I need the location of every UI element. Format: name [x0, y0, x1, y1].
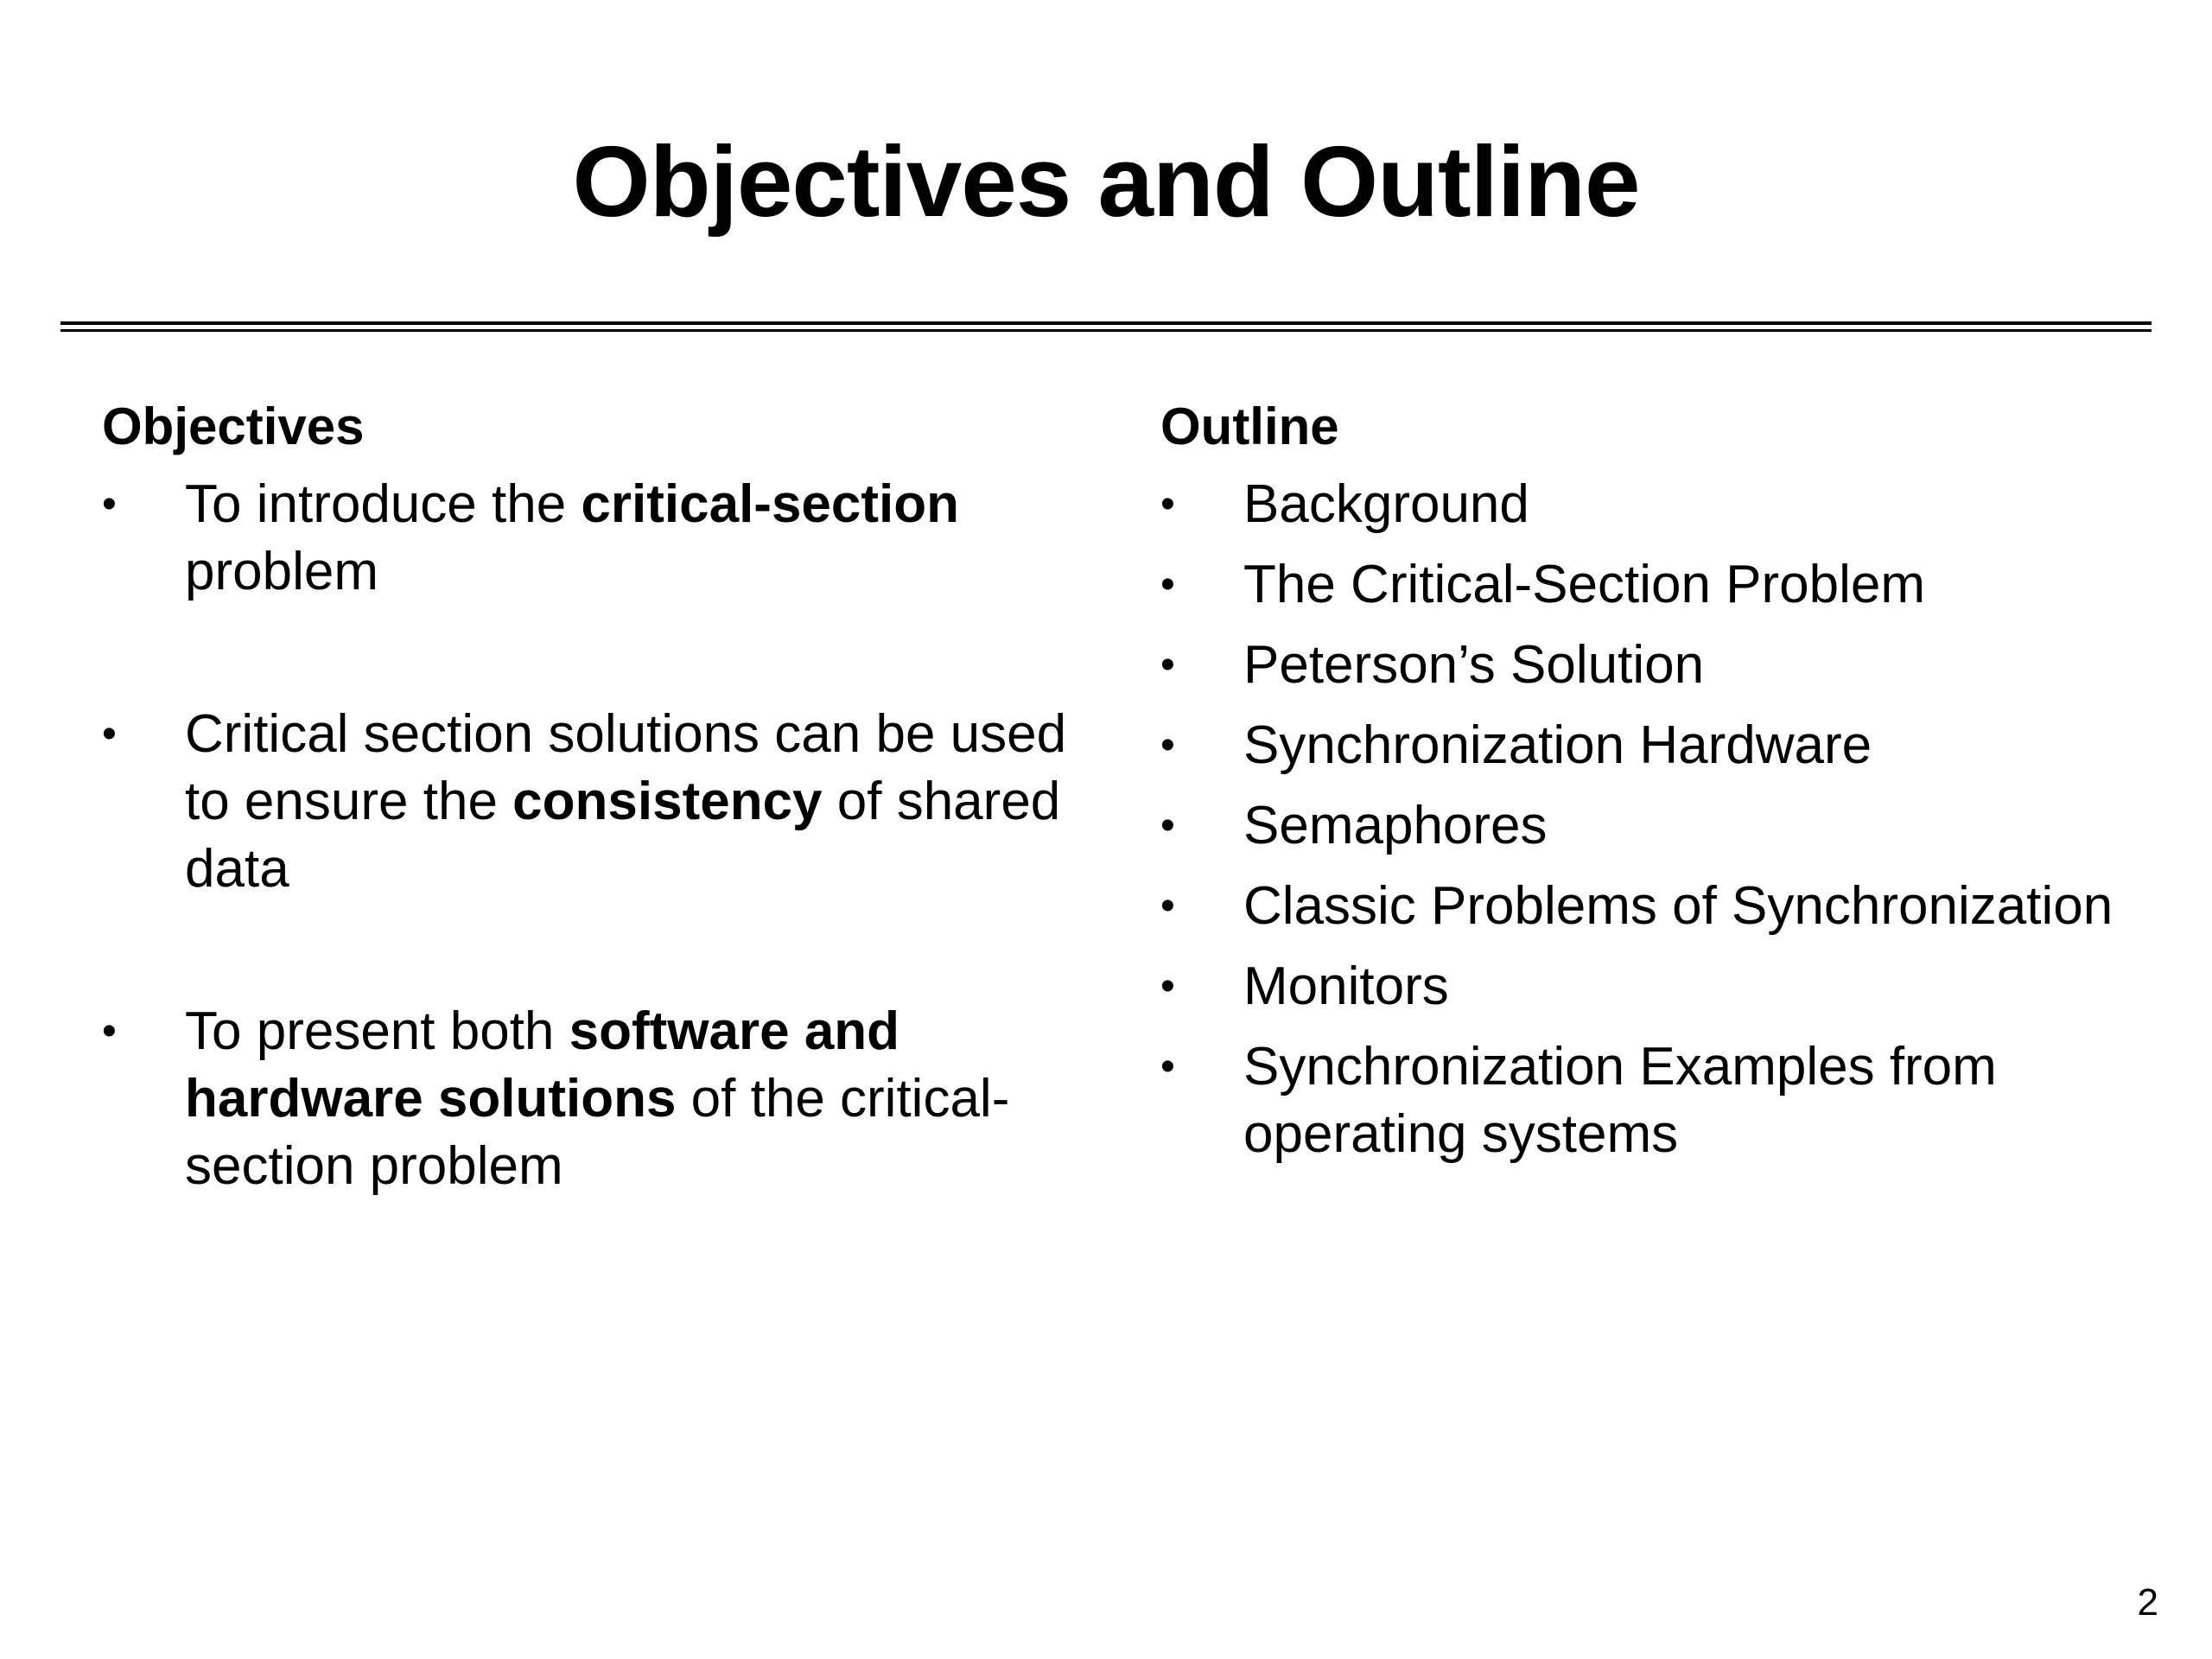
bullet-icon: •: [1160, 883, 1175, 929]
objective-text-part: of the critical-section problem: [185, 1069, 1010, 1196]
objective-text-part: To present both: [185, 1001, 569, 1061]
objective-item: [102, 471, 1070, 606]
outline-item-text: Peterson’s Solution: [1243, 635, 1705, 695]
objectives-list: [102, 471, 1070, 1200]
objective-item: [102, 998, 1070, 1200]
objective-text-part: To introduce the: [185, 474, 582, 534]
objective-text-bold: consistency: [512, 772, 823, 831]
outline-item-text: Synchronization Examples from operating systems: [1243, 1037, 1997, 1164]
outline-item-text: Background: [1243, 474, 1529, 534]
outline-item: [1160, 471, 2154, 538]
outline-item: [1160, 712, 2154, 779]
outline-item: [1160, 632, 2154, 699]
objective-text-part: Critical section solutions can be used to ensure the: [185, 704, 1067, 831]
bullet-icon: •: [1160, 1044, 1175, 1090]
bullet-icon: •: [1160, 803, 1175, 849]
objective-text-part: problem: [185, 542, 378, 601]
bullet-icon: •: [1160, 722, 1175, 768]
objective-text-part: of shared data: [185, 772, 1061, 899]
outline-item-text: Monitors: [1243, 957, 1449, 1016]
bullet-icon: •: [1160, 963, 1175, 1009]
objective-text-bold: critical-section: [581, 474, 960, 534]
outline-heading: Outline: [1160, 397, 1339, 455]
bullet-icon: •: [1160, 481, 1175, 527]
bullet-icon: •: [1160, 642, 1175, 688]
outline-item: [1160, 1033, 2154, 1168]
bullet-icon: •: [102, 481, 117, 527]
slide-title: Objectives and Outline: [572, 125, 1640, 238]
objectives-heading: Objectives: [102, 397, 365, 455]
outline-item: [1160, 792, 2154, 860]
outline-list: [1160, 471, 2154, 1168]
outline-item: [1160, 873, 2154, 940]
objective-item: [102, 701, 1070, 903]
bullet-icon: •: [102, 1008, 117, 1054]
page-number: 2: [2137, 1581, 2158, 1624]
outline-item-text: Semaphores: [1243, 796, 1548, 855]
outline-item: [1160, 551, 2154, 619]
outline-column: [1160, 393, 2154, 1181]
outline-item-text: The Critical-Section Problem: [1243, 555, 1926, 614]
title-divider-top: [60, 321, 2152, 325]
objectives-column: [102, 393, 1070, 1295]
bullet-icon: •: [1160, 562, 1175, 607]
bullet-icon: •: [102, 711, 117, 757]
objective-text-bold: software and hardware solutions: [185, 1001, 900, 1128]
outline-item: [1160, 953, 2154, 1020]
outline-item-text: Synchronization Hardware: [1243, 715, 1872, 775]
title-divider-bottom: [60, 329, 2152, 332]
outline-item-text: Classic Problems of Synchronization: [1243, 876, 2113, 936]
